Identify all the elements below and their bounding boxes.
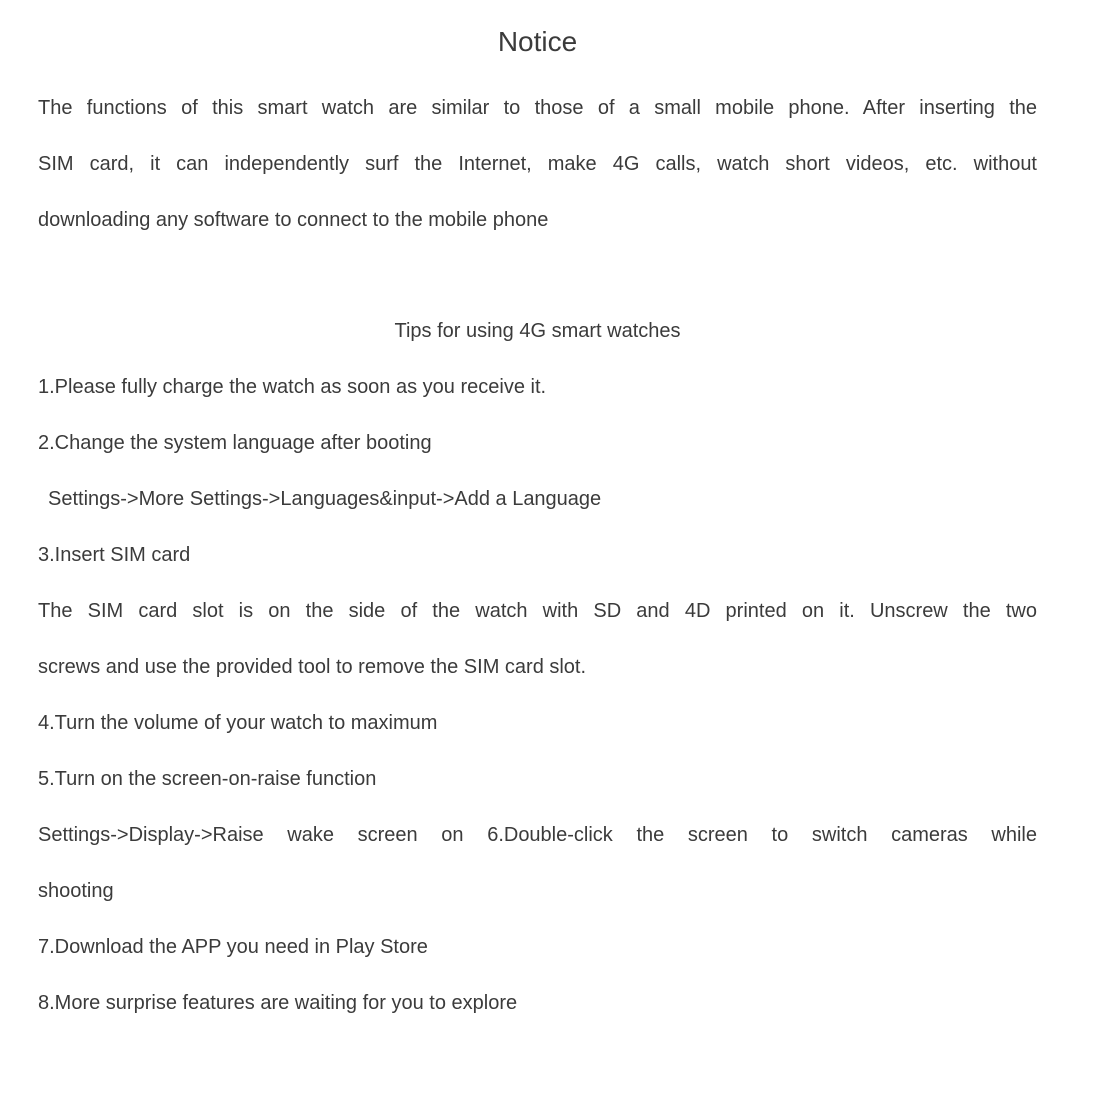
intro-paragraph-line-3: downloading any software to connect to the mobile phone (38, 209, 549, 231)
intro-paragraph-line-2: SIM card, it can independently surf the Internet, make 4G calls, watch short videos, etc. without (38, 153, 1037, 175)
tip-6-line-2-shooting: shooting (38, 880, 114, 902)
tip-7-play-store: 7.Download the APP you need in Play Store (38, 936, 428, 958)
tip-1-charge: 1.Please fully charge the watch as soon as you receive it. (38, 376, 547, 398)
intro-paragraph-line-1: The functions of this smart watch are similar to those of a small mobile phone. After inserting the (38, 97, 1037, 119)
tip-2-language: 2.Change the system language after booting (38, 432, 432, 454)
tip-3-insert-sim: 3.Insert SIM card (38, 544, 191, 566)
tip-8-explore: 8.More surprise features are waiting for you to explore (38, 992, 518, 1014)
tip-4-volume: 4.Turn the volume of your watch to maximum (38, 712, 438, 734)
page-title: Notice (497, 26, 578, 57)
tips-heading: Tips for using 4G smart watches (394, 320, 681, 342)
tip-2-language-settings-path: Settings->More Settings->Languages&input->Add a Language (48, 488, 602, 510)
tip-5-raise-wake: 5.Turn on the screen-on-raise function (38, 768, 377, 790)
spacer (38, 248, 1037, 303)
tip-3-sim-detail-line-1: The SIM card slot is on the side of the watch with SD and 4D printed on it. Unscrew the two (38, 600, 1037, 622)
tip-5-path-and-tip-6-line-1: Settings->Display->Raise wake screen on 6.Double-click the screen to switch cameras while (38, 824, 1037, 846)
tip-3-sim-detail-line-2: screws and use the provided tool to remove the SIM card slot. (38, 656, 587, 678)
spacer (38, 70, 1037, 80)
notice-document (38, 14, 1037, 1031)
